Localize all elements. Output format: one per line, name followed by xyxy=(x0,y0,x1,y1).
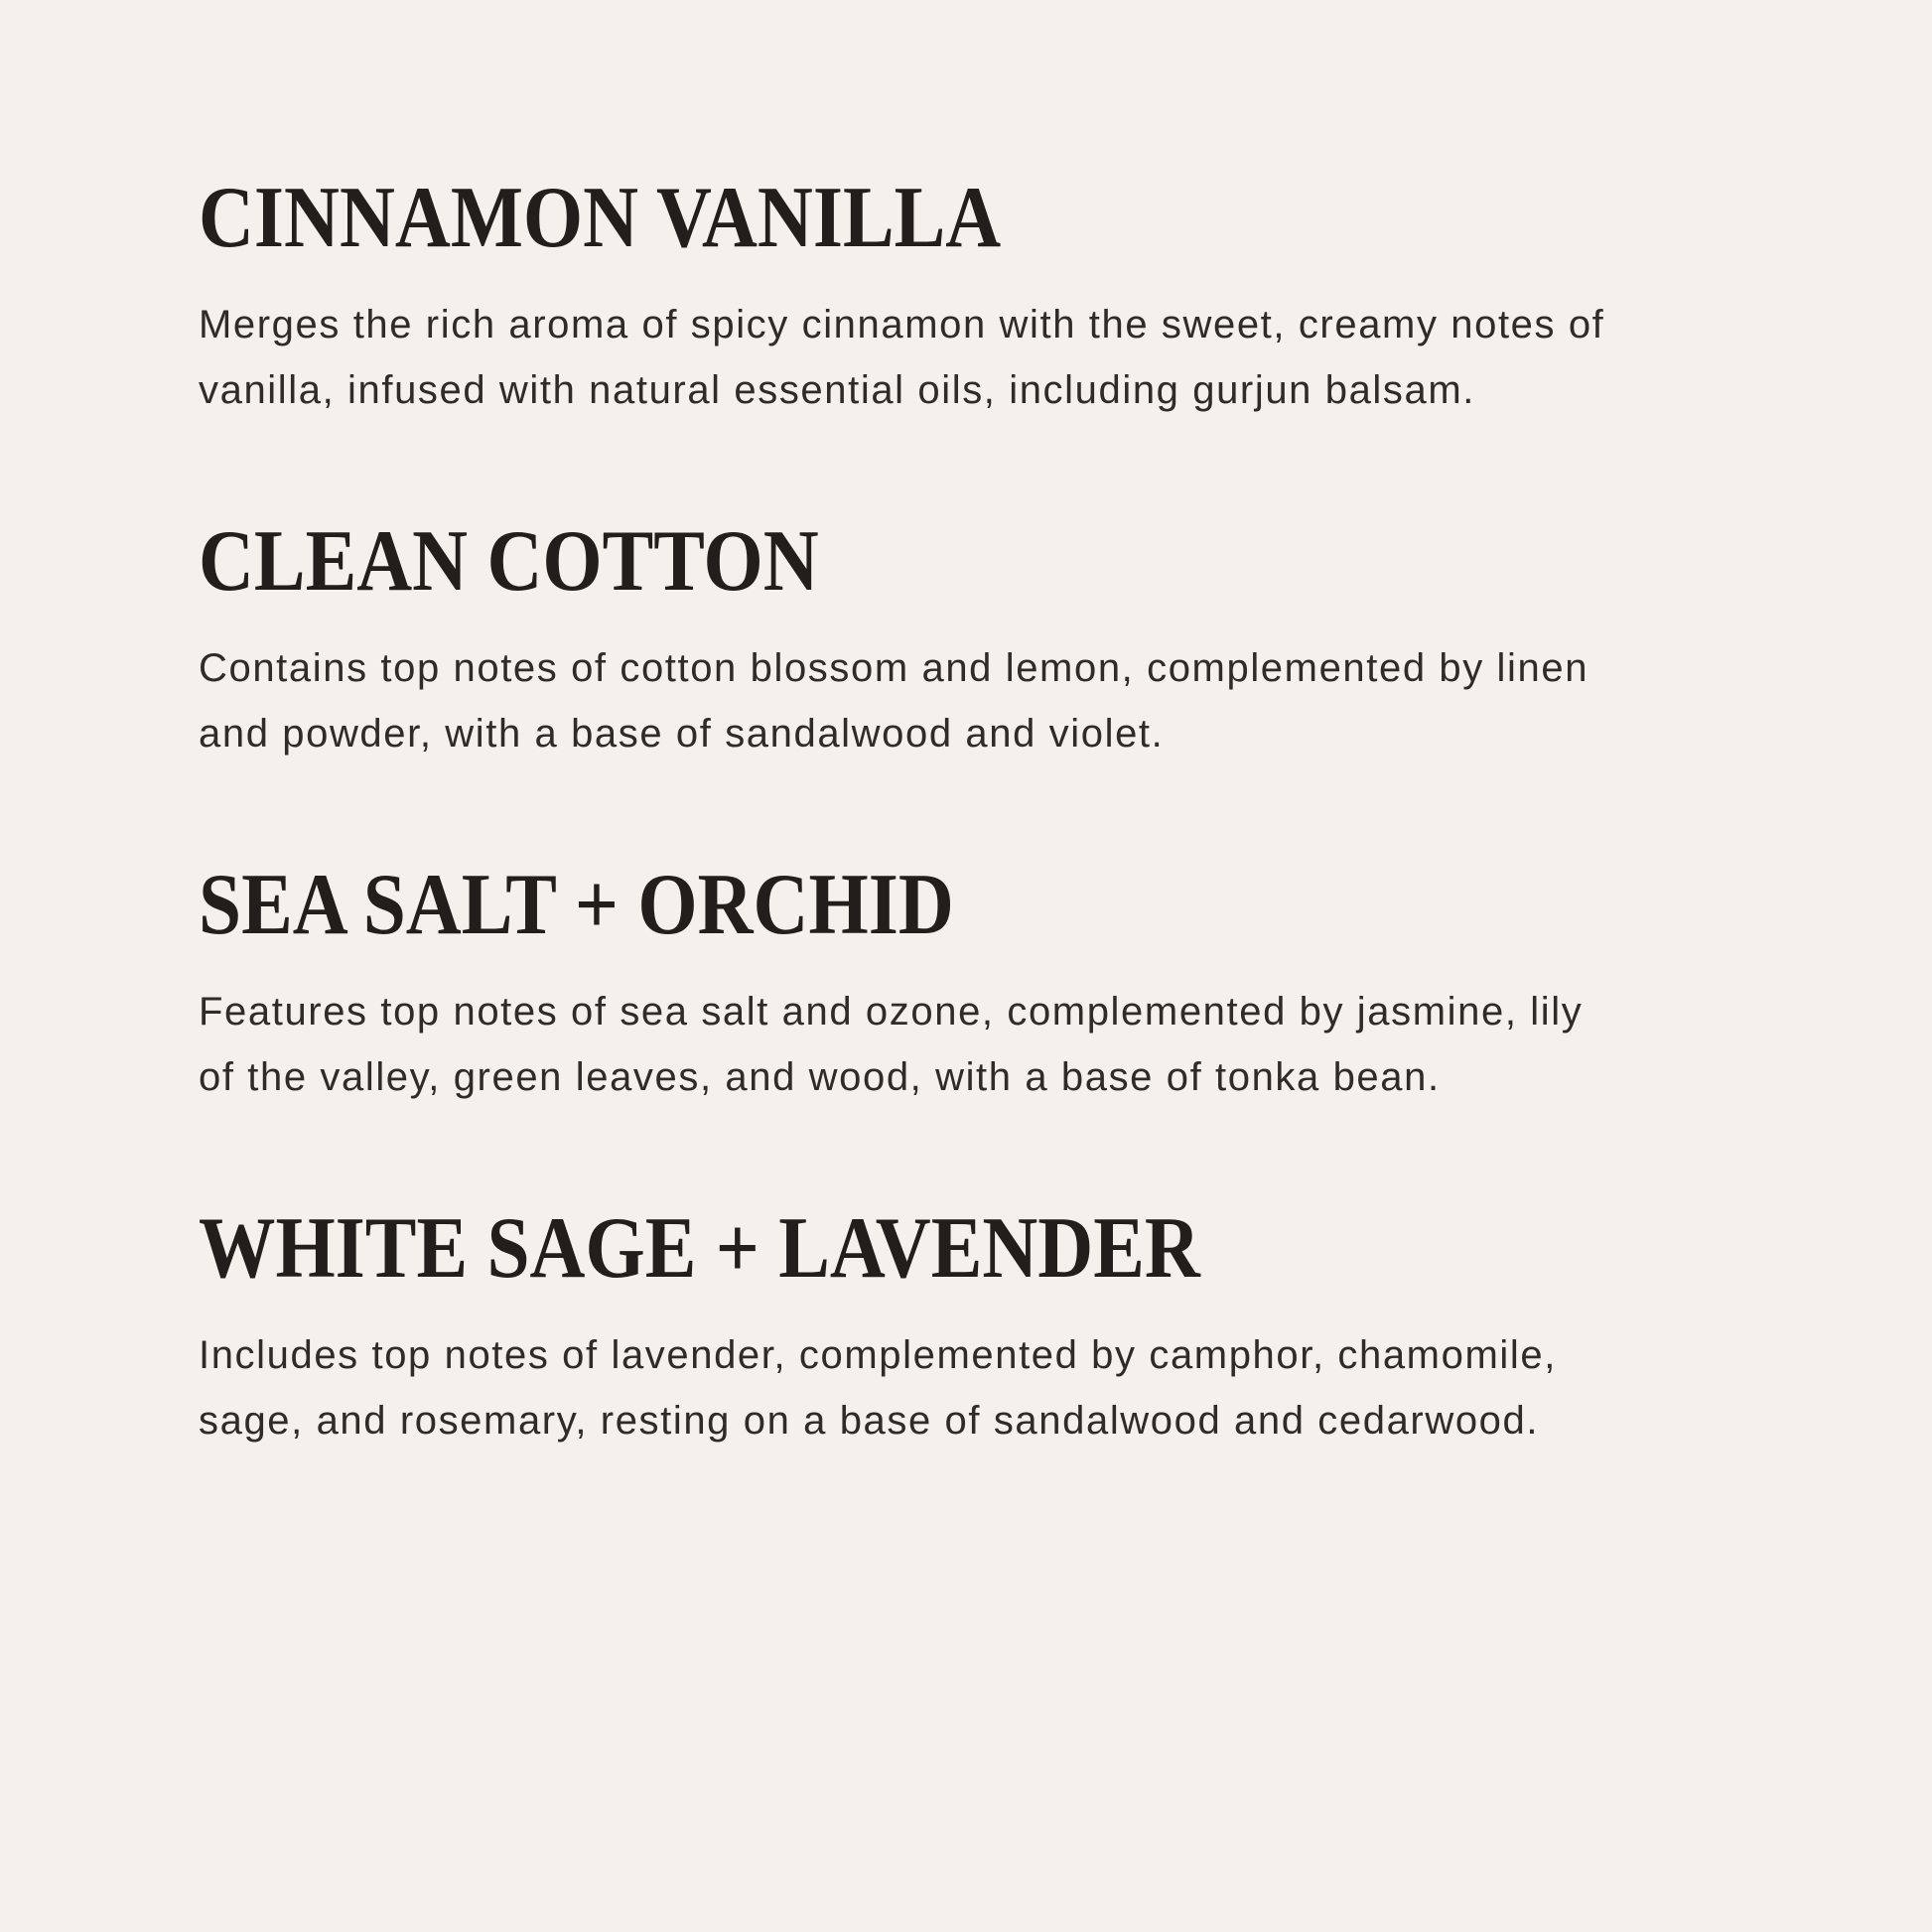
scent-description: Features top notes of sea salt and ozone, complemented by jasmine, lily of the valley, green leaves, and wood, with a base of tonka bean. xyxy=(199,990,1584,1099)
scent-section-cinnamon-vanilla xyxy=(199,171,1763,423)
scent-section-clean-cotton xyxy=(199,514,1763,766)
scent-description: Contains top notes of cotton blossom and lemon, complemented by linen and powder, with a base of sandalwood and violet. xyxy=(199,646,1589,756)
scent-description: Includes top notes of lavender, complemented by camphor, chamomile, sage, and rosemary, resting on a base of sandalwood and cedarwood. xyxy=(199,1333,1557,1443)
scent-title: SEA SALT + ORCHID xyxy=(199,857,954,953)
scent-title: CLEAN COTTON xyxy=(199,513,819,610)
scent-section-white-sage-lavender xyxy=(199,1201,1763,1453)
scent-section-sea-salt-orchid xyxy=(199,858,1763,1110)
scent-description: Merges the rich aroma of spicy cinnamon with the sweet, creamy notes of vanilla, infused with natural essential oils, including gurjun balsam. xyxy=(199,303,1605,412)
scent-title: CINNAMON VANILLA xyxy=(199,170,1002,266)
scent-title: WHITE SAGE + LAVENDER xyxy=(199,1200,1200,1297)
